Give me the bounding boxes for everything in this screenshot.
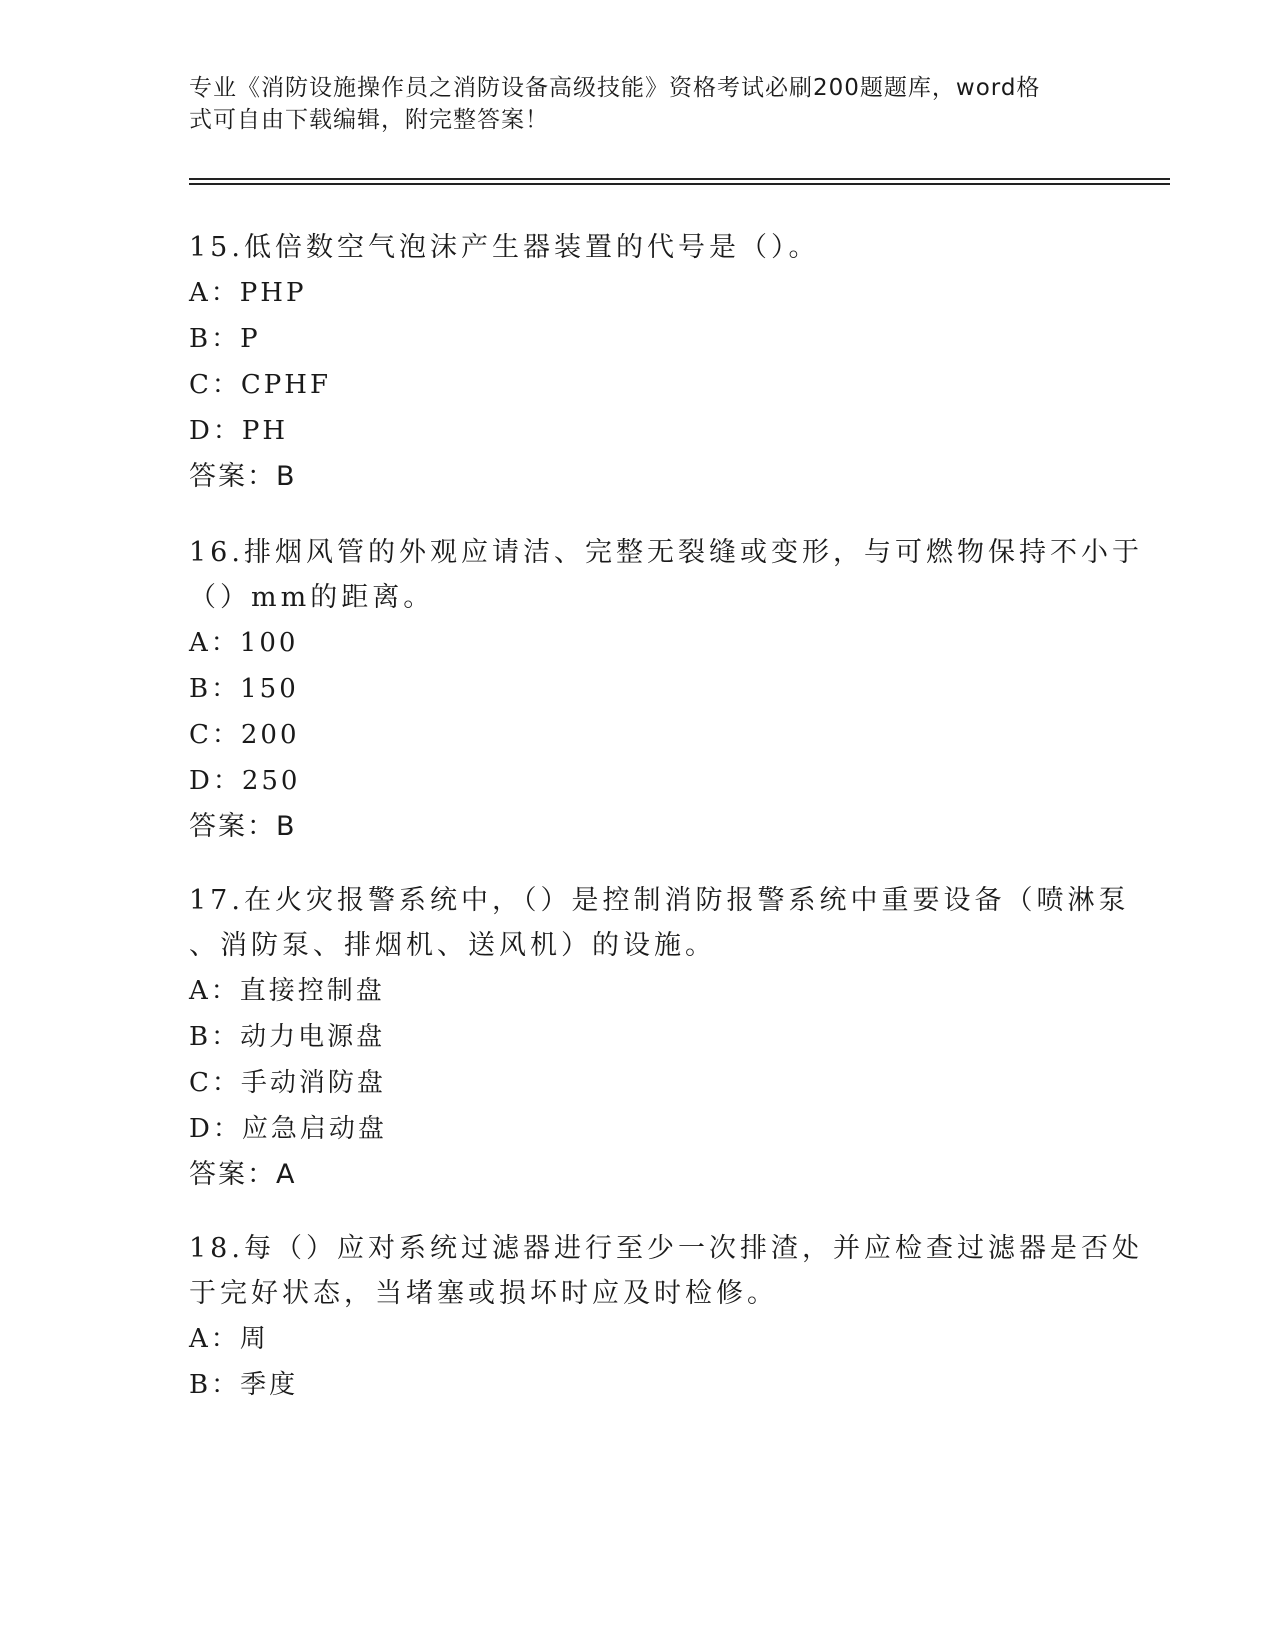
header-divider-bottom	[189, 183, 1170, 185]
question-15	[189, 225, 1089, 500]
document-header	[189, 72, 1069, 136]
question-line: 于完好状态，当堵塞或损坏时应及时检修。	[189, 1278, 778, 1309]
question-text	[189, 1226, 1143, 1316]
question-text	[189, 225, 1089, 270]
option-d: D：PH	[189, 416, 289, 446]
question-line: 17.在火灾报警系统中，（）是控制消防报警系统中重要设备（喷淋泵	[189, 885, 1130, 916]
question-line: 18.每（）应对系统过滤器进行至少一次排渣，并应检查过滤器是否处	[189, 1233, 1143, 1264]
option-c: C：手动消防盘	[189, 1068, 386, 1098]
header-line-1: 专业《消防设施操作员之消防设备高级技能》资格考试必刷200题题库，word格	[189, 75, 1041, 101]
option-a: A：周	[189, 1324, 269, 1354]
option-b: B：季度	[189, 1370, 299, 1400]
header-line-2: 式可自由下载编辑，附完整答案！	[189, 107, 549, 133]
question-text	[189, 878, 1130, 968]
answer: 答案：A	[189, 1159, 297, 1190]
option-d: D：250	[189, 766, 301, 796]
option-b: B：150	[189, 674, 299, 704]
option-a: A：100	[189, 628, 299, 658]
option-c: C：CPHF	[189, 370, 331, 400]
question-line: 16.排烟风管的外观应请洁、完整无裂缝或变形，与可燃物保持不小于	[189, 537, 1143, 568]
question-line: 15.低倍数空气泡沫产生器装置的代号是（）。	[189, 232, 820, 263]
question-text	[189, 530, 1143, 620]
option-b: B：动力电源盘	[189, 1022, 386, 1052]
question-line: （）mm的距离。	[189, 582, 435, 613]
option-d: D：应急启动盘	[189, 1114, 387, 1144]
header-divider-top	[189, 178, 1170, 180]
answer: 答案：B	[189, 461, 297, 492]
question-17	[189, 878, 1130, 1198]
option-c: C：200	[189, 720, 300, 750]
option-a: A：PHP	[189, 278, 307, 308]
question-line: 、消防泵、排烟机、送风机）的设施。	[189, 930, 716, 961]
answer: 答案：B	[189, 811, 297, 842]
question-16	[189, 530, 1143, 850]
question-18	[189, 1226, 1143, 1408]
option-b: B：P	[189, 324, 261, 354]
option-a: A：直接控制盘	[189, 976, 385, 1006]
